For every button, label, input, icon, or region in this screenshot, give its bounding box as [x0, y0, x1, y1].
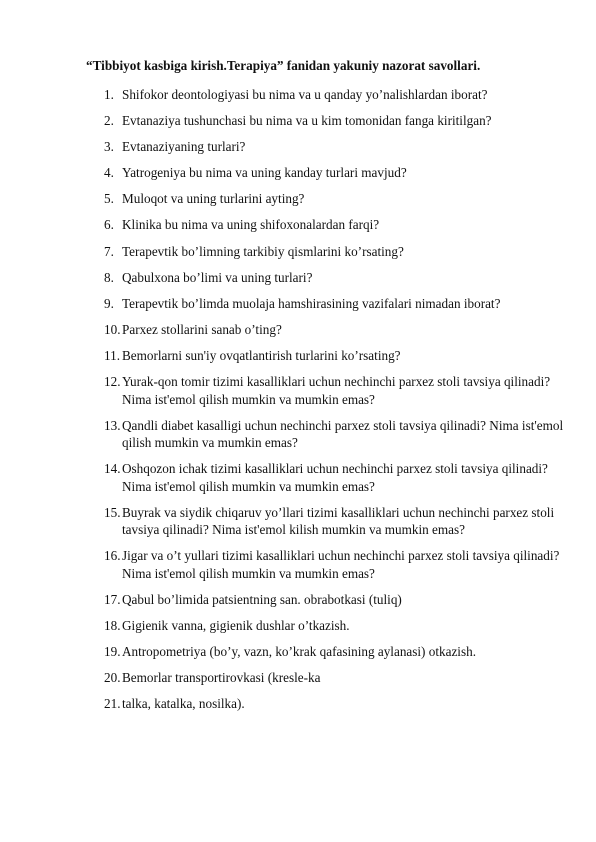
question-item	[104, 504, 564, 539]
question-text: Gigienik vanna, gigienik dushlar o’tkazish.	[122, 618, 350, 634]
question-number: 20.	[104, 670, 121, 686]
question-text: talka, katalka, nosilka).	[122, 696, 245, 712]
question-list	[104, 86, 564, 721]
question-text: Yurak-qon tomir tizimi kasalliklari uchun nechinchi parxez stoli tavsiya qilinadi? Nima ist'emol qilish mumkin va mumkin emas?	[122, 374, 551, 407]
question-item	[104, 321, 564, 339]
question-text: Terapevtik bo’limning tarkibiy qismlarini ko’rsating?	[122, 243, 404, 259]
question-item	[104, 417, 564, 452]
question-item	[104, 373, 564, 408]
document-title: “Tibbiyot kasbiga kirish.Terapiya” fanidan yakuniy nazorat savollari.	[86, 58, 481, 73]
question-text: Yatrogeniya bu nima va uning kanday turlari mavjud?	[122, 165, 407, 181]
question-item	[104, 164, 564, 182]
question-item	[104, 295, 564, 313]
question-number: 9.	[104, 295, 114, 311]
question-text: Terapevtik bo’limda muolaja hamshirasining vazifalari nimadan iborat?	[122, 295, 501, 311]
question-text: Shifokor deontologiyasi bu nima va u qanday yo’nalishlardan iborat?	[122, 87, 488, 102]
question-number: 12.	[104, 374, 121, 390]
question-number: 8.	[104, 269, 114, 285]
question-item	[104, 86, 564, 104]
question-item	[104, 547, 564, 582]
question-item	[104, 591, 564, 609]
question-number: 7.	[104, 243, 114, 259]
question-number: 4.	[104, 165, 114, 181]
question-text: Qabul bo’limida patsientning san. obrabotkasi (tuliq)	[122, 592, 402, 607]
question-number: 17.	[104, 592, 121, 607]
question-number: 10.	[104, 321, 121, 337]
question-text: Bemorlarni sun'iy ovqatlantirish turlarini ko’rsating?	[122, 347, 401, 363]
question-text: Buyrak va siydik chiqaruv yo’llari tizimi kasalliklari uchun nechinchi parxez stoli tavsiya qilinadi? Nima ist'emol kilish mumkin va mumkin emas?	[122, 504, 555, 538]
question-number: 2.	[104, 113, 114, 129]
question-item	[104, 460, 564, 495]
question-number: 19.	[104, 644, 121, 660]
question-text: Bemorlar transportirovkasi (kresle-ka	[122, 670, 321, 686]
question-number: 5.	[104, 191, 114, 207]
question-number: 14.	[104, 461, 121, 477]
question-text: Klinika bu nima va uning shifoxonalardan farqi?	[122, 217, 380, 233]
question-text: Evtanaziyaning turlari?	[122, 139, 246, 155]
question-text: Parxez stollarini sanab o’ting?	[122, 321, 282, 337]
question-text: Jigar va o’t yullari tizimi kasalliklari uchun nechinchi parxez stoli tavsiya qilinadi? Nima ist'emol qilish mumkin va mumkin emas?	[122, 548, 560, 581]
question-item	[104, 617, 564, 635]
question-number: 18.	[104, 618, 121, 634]
question-item	[104, 269, 564, 287]
question-text: Qandli diabet kasalligi uchun nechinchi parxez stoli tavsiya qilinadi? Nima ist'emol qilish mumkin va mumkin emas?	[122, 417, 564, 451]
question-item	[104, 190, 564, 208]
question-item	[104, 243, 564, 261]
question-text: Muloqot va uning turlarini ayting?	[122, 191, 305, 207]
question-item	[104, 347, 564, 365]
question-item	[104, 669, 564, 687]
question-number: 3.	[104, 139, 114, 155]
question-number: 13.	[104, 417, 121, 433]
question-item	[104, 216, 564, 234]
question-text: Qabulxona bo’limi va uning turlari?	[122, 269, 313, 285]
question-item	[104, 643, 564, 661]
question-number: 1.	[104, 87, 114, 102]
question-item	[104, 138, 564, 156]
question-text: Evtanaziya tushunchasi bu nima va u kim tomonidan fanga kiritilgan?	[122, 113, 492, 129]
question-text: Antropometriya (bo’y, vazn, ko’krak qafasining aylanasi) otkazish.	[122, 644, 476, 660]
question-number: 16.	[104, 548, 121, 564]
question-item	[104, 695, 564, 713]
question-number: 21.	[104, 696, 121, 712]
question-number: 6.	[104, 217, 114, 233]
question-number: 11.	[104, 347, 120, 363]
question-text: Oshqozon ichak tizimi kasalliklari uchun nechinchi parxez stoli tavsiya qilinadi? Nima ist'emol qilish mumkin va mumkin emas?	[122, 461, 548, 494]
question-item	[104, 112, 564, 130]
question-number: 15.	[104, 504, 121, 520]
